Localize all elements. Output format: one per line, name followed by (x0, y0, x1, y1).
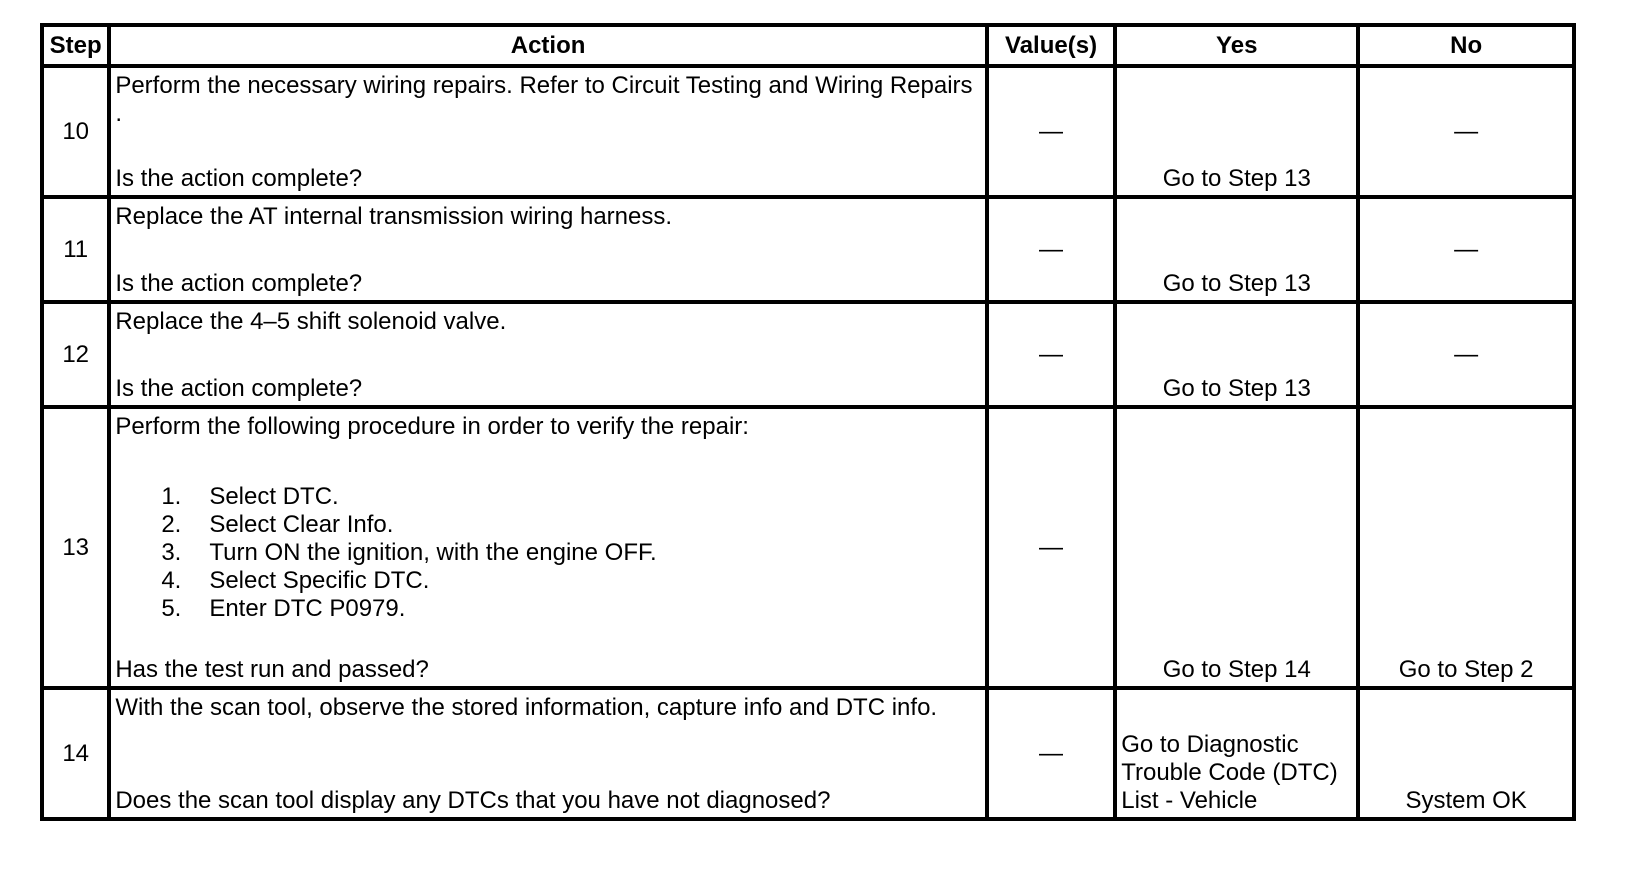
list-item-number: 4. (161, 567, 182, 594)
list-item-text: Select Specific DTC. (209, 567, 430, 594)
action-text: Perform the following procedure in order to verify the repair: (115, 413, 749, 440)
action-cell (109, 66, 987, 197)
table-row (42, 302, 1574, 407)
step-number: 14 (42, 688, 109, 819)
list-item (161, 483, 656, 511)
action-text: With the scan tool, observe the stored information, capture info and DTC info. (115, 694, 938, 721)
no-target: Go to Step 2 (1398, 656, 1534, 683)
list-item (161, 567, 656, 595)
value-cell: — (987, 66, 1115, 197)
action-question: Is the action complete? (115, 165, 363, 192)
action-text: Replace the AT internal transmission wiring harness. (115, 203, 673, 230)
action-question: Has the test run and passed? (115, 656, 429, 683)
header-values: Value(s) (987, 25, 1115, 66)
yes-cell (1115, 66, 1358, 197)
yes-target: Go to Diagnostic Trouble Code (DTC) List - Vehicle (1121, 731, 1338, 814)
yes-target: Go to Step 13 (1162, 375, 1311, 402)
action-cell (109, 197, 987, 302)
action-question: Is the action complete? (115, 270, 363, 297)
yes-target: Go to Step 13 (1162, 165, 1311, 192)
diagnostic-table (40, 23, 1576, 821)
no-cell: — (1358, 197, 1574, 302)
no-cell (1358, 688, 1574, 819)
action-cell (109, 407, 987, 688)
list-item-text: Turn ON the ignition, with the engine OFF. (209, 539, 657, 566)
yes-cell (1115, 688, 1358, 819)
list-item-number: 1. (161, 483, 182, 510)
procedure-list (161, 483, 656, 623)
list-item (161, 511, 656, 539)
yes-target: Go to Step 14 (1162, 656, 1311, 683)
yes-cell (1115, 302, 1358, 407)
list-item (161, 595, 656, 623)
header-no: No (1358, 25, 1574, 66)
value-cell: — (987, 407, 1115, 688)
no-cell (1358, 407, 1574, 688)
value-cell: — (987, 688, 1115, 819)
header-row (42, 25, 1574, 66)
yes-cell (1115, 197, 1358, 302)
list-item-text: Enter DTC P0979. (209, 595, 406, 622)
value-cell: — (987, 302, 1115, 407)
action-cell (109, 302, 987, 407)
list-item-number: 3. (161, 539, 182, 566)
list-item-number: 2. (161, 511, 182, 538)
header-step: Step (42, 25, 109, 66)
no-cell: — (1358, 302, 1574, 407)
step-number: 13 (42, 407, 109, 688)
step-number: 11 (42, 197, 109, 302)
table-row (42, 407, 1574, 688)
no-cell: — (1358, 66, 1574, 197)
table-row (42, 688, 1574, 819)
table-row (42, 197, 1574, 302)
action-text: Replace the 4–5 shift solenoid valve. (115, 308, 507, 335)
step-number: 10 (42, 66, 109, 197)
yes-cell (1115, 407, 1358, 688)
list-item-text: Select Clear Info. (209, 511, 394, 538)
action-cell (109, 688, 987, 819)
step-number: 12 (42, 302, 109, 407)
list-item-number: 5. (161, 595, 182, 622)
action-question: Is the action complete? (115, 375, 363, 402)
action-question: Does the scan tool display any DTCs that you have not diagnosed? (115, 787, 831, 814)
header-action: Action (109, 25, 987, 66)
header-yes: Yes (1115, 25, 1358, 66)
table-row (42, 66, 1574, 197)
value-cell: — (987, 197, 1115, 302)
list-item (161, 539, 656, 567)
no-target: System OK (1405, 787, 1527, 814)
action-text: Perform the necessary wiring repairs. Refer to Circuit Testing and Wiring Repairs . (115, 72, 973, 127)
yes-target: Go to Step 13 (1162, 270, 1311, 297)
list-item-text: Select DTC. (209, 483, 339, 510)
